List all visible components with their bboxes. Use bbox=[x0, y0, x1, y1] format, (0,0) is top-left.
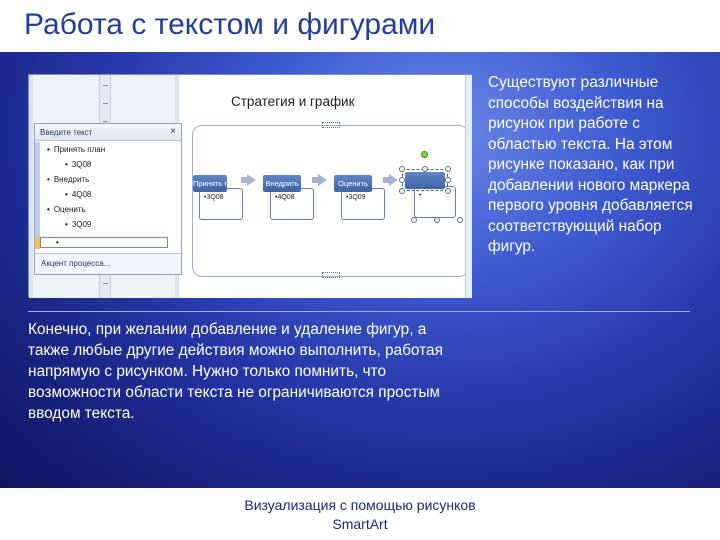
text-pane-line-text: 3Q08 bbox=[71, 160, 92, 169]
smartart-card-text: •4Q08 bbox=[275, 194, 295, 201]
title-bar bbox=[0, 0, 720, 52]
smartart-tab-text: Принять план bbox=[193, 179, 242, 188]
frame-handle-top[interactable] bbox=[322, 122, 340, 128]
close-icon[interactable]: × bbox=[170, 126, 176, 137]
bullet-icon: • bbox=[65, 160, 68, 169]
smartart-card-2[interactable] bbox=[270, 188, 314, 220]
frame-handle-bottom[interactable] bbox=[322, 272, 340, 278]
smartart-card-3[interactable] bbox=[341, 188, 385, 220]
smartart-new-card-text: • bbox=[419, 192, 422, 199]
resize-handle[interactable] bbox=[399, 177, 405, 183]
text-pane bbox=[34, 123, 182, 275]
bullet-icon: • bbox=[47, 145, 50, 154]
smartart-tab-2[interactable] bbox=[263, 175, 301, 192]
bullet-icon: • bbox=[47, 205, 50, 214]
resize-handle[interactable] bbox=[434, 217, 440, 223]
screenshot-slide-title: Стратегия и график bbox=[231, 94, 355, 109]
text-pane-line-text: Внедрить bbox=[53, 175, 90, 184]
text-pane-sidebar bbox=[35, 142, 40, 237]
process-arrow-3 bbox=[389, 174, 398, 186]
bullet-icon: • bbox=[47, 175, 50, 184]
text-pane-new-line-input[interactable] bbox=[40, 237, 168, 248]
smartart-card-text: •3Q09 bbox=[346, 194, 366, 201]
resize-handle[interactable] bbox=[445, 188, 451, 194]
vertical-scrollbar[interactable] bbox=[465, 75, 472, 298]
text-pane-line[interactable] bbox=[65, 190, 91, 199]
text-pane-header bbox=[35, 124, 181, 141]
text-pane-footer[interactable] bbox=[35, 253, 181, 274]
text-pane-line[interactable] bbox=[47, 205, 86, 214]
text-pane-line[interactable] bbox=[47, 175, 89, 184]
text-pane-line-text: 3Q09 bbox=[71, 220, 92, 229]
smartart-tab-1[interactable] bbox=[193, 175, 242, 192]
text-pane-line[interactable] bbox=[47, 145, 105, 154]
resize-handle[interactable] bbox=[399, 166, 405, 172]
smartart-tab-text: Оценить bbox=[338, 179, 368, 188]
resize-handle[interactable] bbox=[399, 188, 405, 194]
resize-handle[interactable] bbox=[457, 217, 463, 223]
text-pane-line[interactable] bbox=[65, 220, 91, 229]
smartart-tab-3[interactable] bbox=[334, 175, 372, 192]
smartart-tab-text: Внедрить bbox=[265, 179, 299, 188]
text-pane-line[interactable] bbox=[65, 160, 91, 169]
text-pane-line-text: Оценить bbox=[53, 205, 86, 214]
side-paragraph: Существуют различные способы воздействия на рисунок при работе с областью текста. На этом рисунке показано, как при добавлении нового маркера первого уровня добавляется соответствующий набор фигур. bbox=[488, 74, 693, 255]
text-pane-line-text: Принять план bbox=[53, 145, 106, 154]
resize-handle[interactable] bbox=[411, 217, 417, 223]
text-pane-title: Введите текст bbox=[40, 128, 93, 137]
text-pane-line-text: 4Q08 bbox=[71, 190, 92, 199]
smartart-screenshot bbox=[28, 74, 471, 297]
resize-handle[interactable] bbox=[445, 177, 451, 183]
resize-handle[interactable] bbox=[422, 166, 428, 172]
process-arrow-2 bbox=[318, 174, 327, 186]
resize-handle[interactable] bbox=[445, 166, 451, 172]
slide-canvas bbox=[179, 75, 472, 298]
body-paragraph: Конечно, при желании добавление и удаление фигур, а также любые другие действия можно выполнить, работая напрямую с рисунком. Нужно только помнить, что возможности области текста не ограничиваются простым вводом текста. bbox=[28, 321, 443, 422]
bullet-icon: • bbox=[65, 190, 68, 199]
rotation-handle[interactable] bbox=[421, 151, 428, 158]
bullet-icon: • bbox=[56, 238, 59, 247]
smartart-card-text: •3Q08 bbox=[204, 194, 224, 201]
footer-bar bbox=[0, 488, 720, 540]
footer-text: Визуализация с помощью рисунков SmartArt bbox=[244, 497, 476, 532]
selection-box bbox=[402, 169, 448, 191]
divider-line bbox=[28, 311, 690, 312]
smartart-card-1[interactable] bbox=[199, 188, 243, 220]
layout-name: Акцент процесса... bbox=[41, 259, 111, 268]
bullet-icon: • bbox=[65, 220, 68, 229]
process-arrow-1 bbox=[247, 174, 256, 186]
slide-title: Работа с текстом и фигурами bbox=[24, 8, 436, 41]
